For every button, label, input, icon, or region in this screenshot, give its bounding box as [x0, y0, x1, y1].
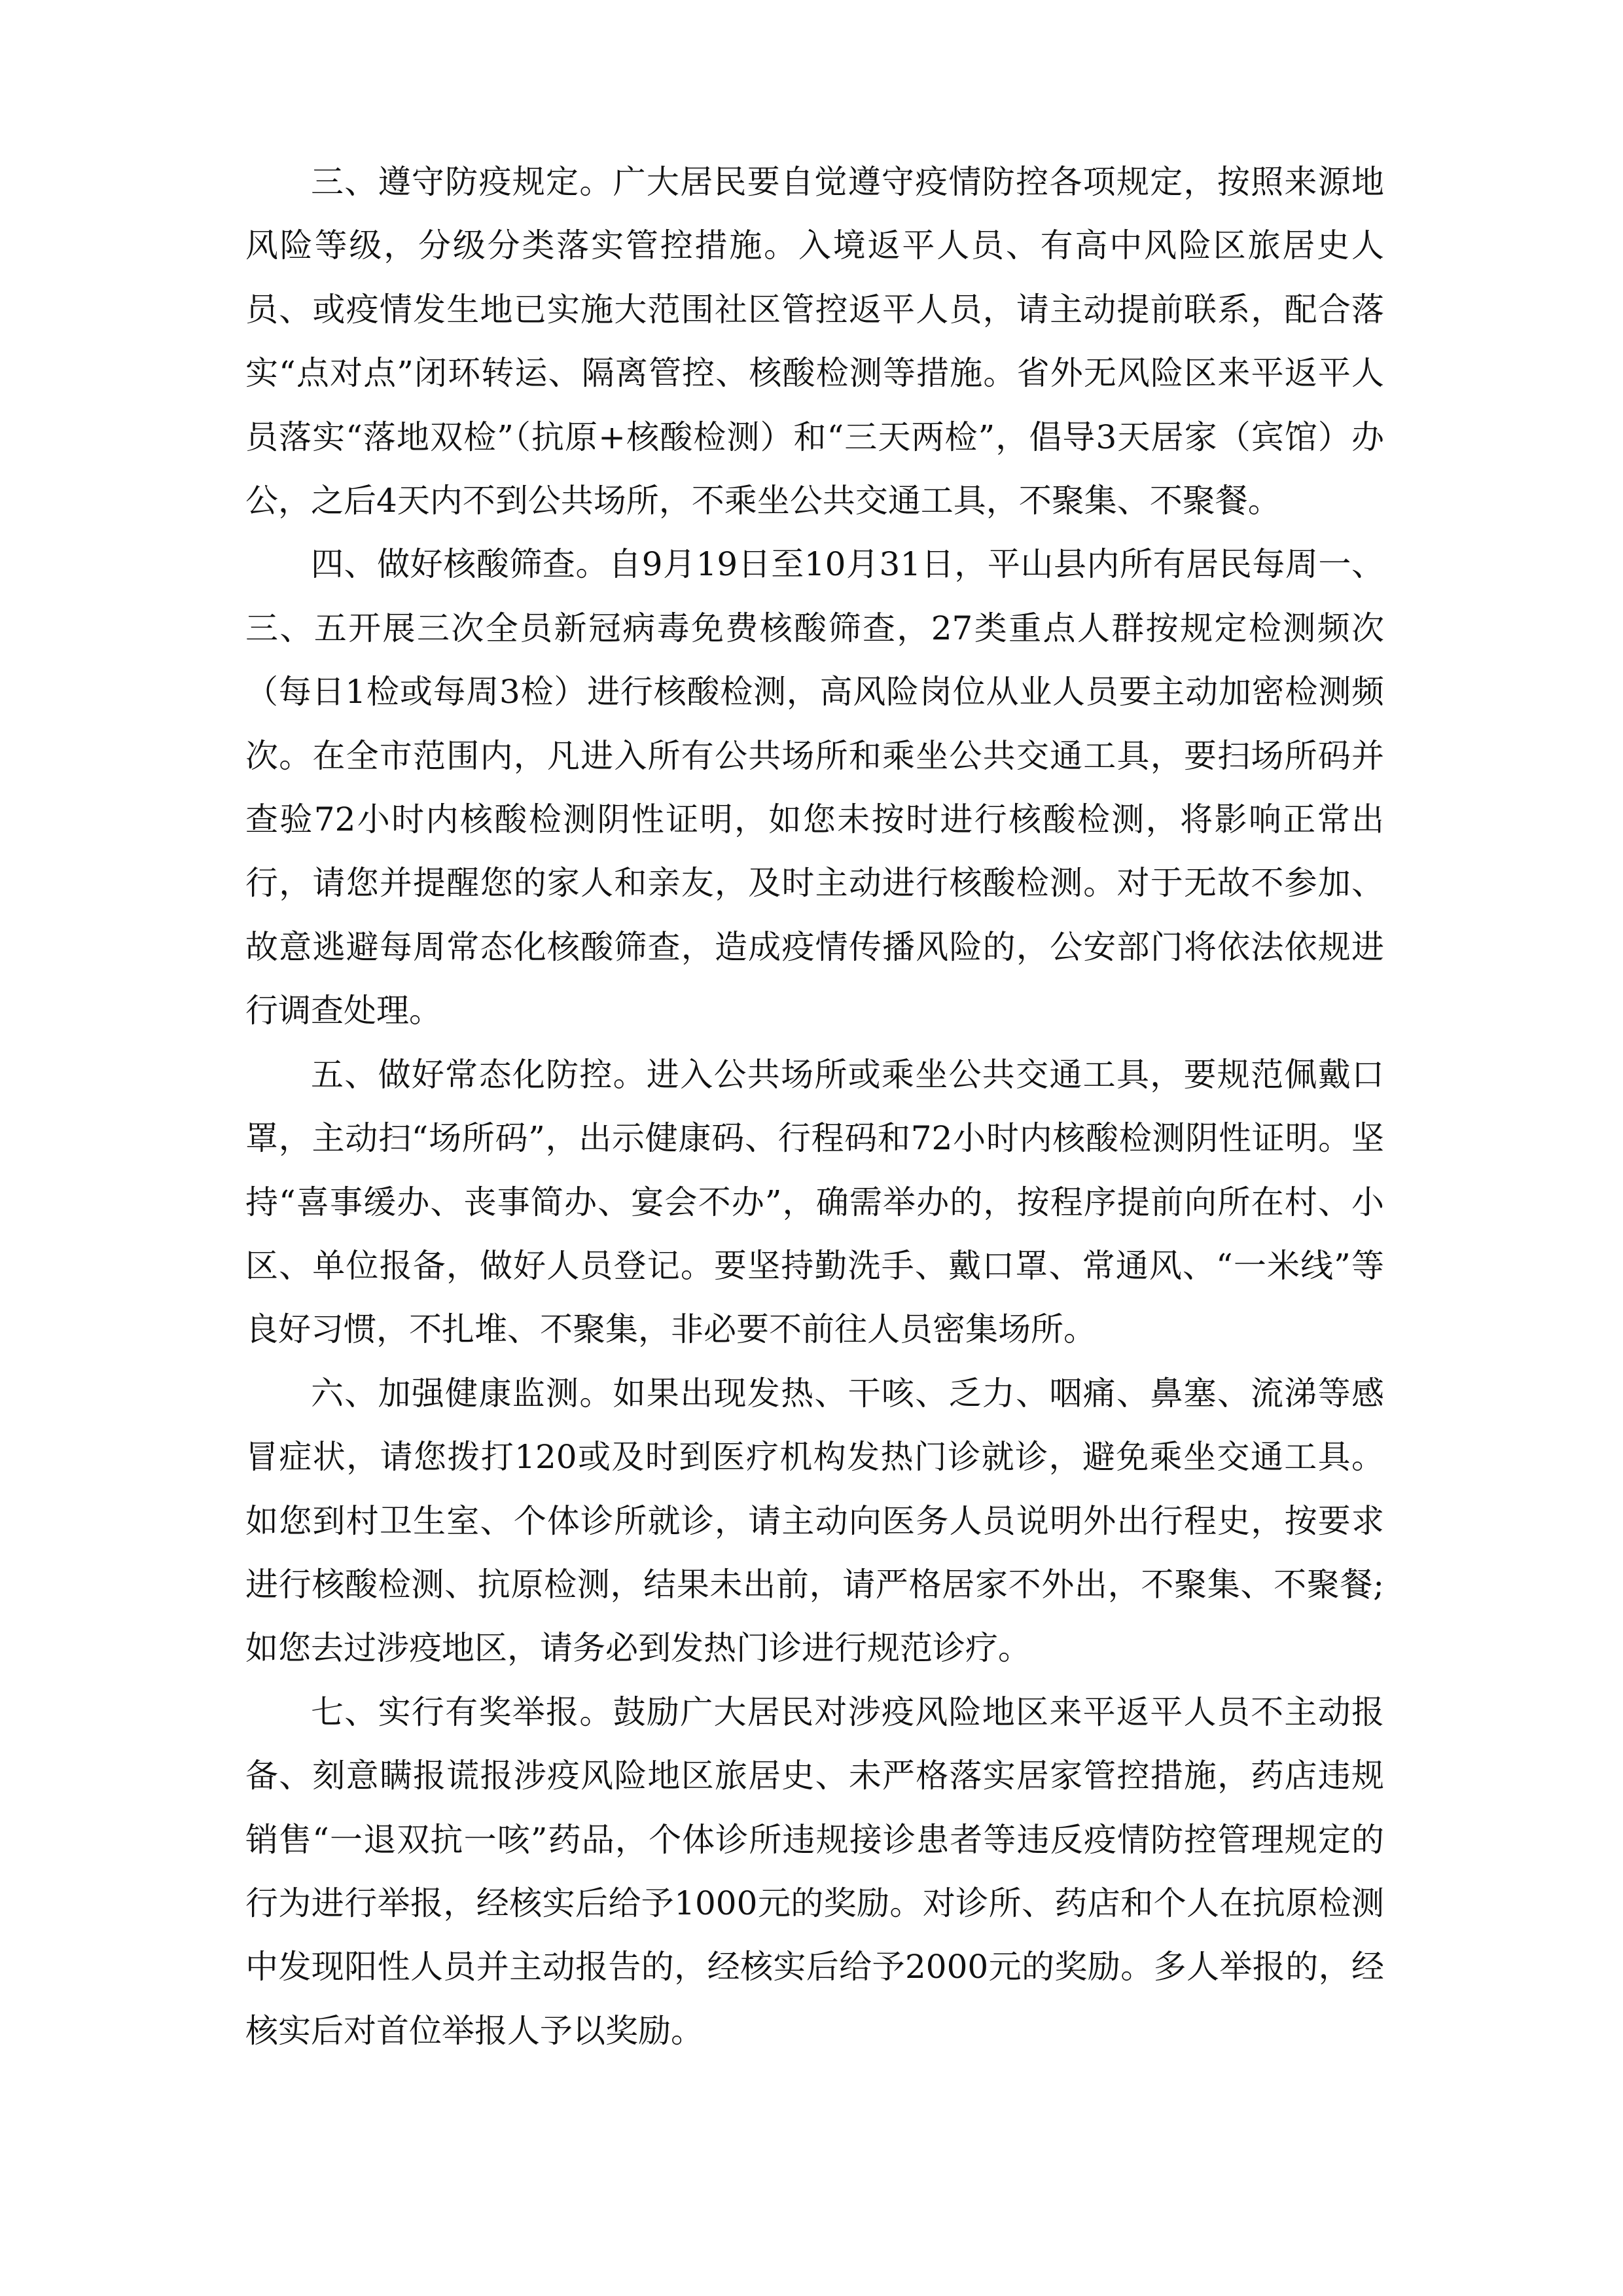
paragraph-5-routine-prevention: 五、做好常态化防控。进入公共场所或乘坐公共交通工具，要规范佩戴口罩，主动扫“场所码”，出示健康码、行程码和72小时内核酸检测阴性证明。坚持“喜事缓办、丧事简办、宴会不办”，确需举办的，按程序提前向所在村、小区、单位报备，做好人员登记。要坚持勤洗手、戴口罩、常通风、“一米线”等良好习惯，不扎堆、不聚集，非必要不前往人员密集场所。	[245, 1055, 1384, 1349]
document-body	[245, 151, 1384, 2063]
paragraph-7-reward-reporting: 七、实行有奖举报。鼓励广大居民对涉疫风险地区来平返平人员不主动报备、刻意瞒报谎报涉疫风险地区旅居史、未严格落实居家管控措施，药店违规销售“一退双抗一咳”药品，个体诊所违规接诊患者等违反疫情防控管理规定的行为进行举报，经核实后给予1000元的奖励。对诊所、药店和个人在抗原检测中发现阳性人员并主动报告的，经核实后给予2000元的奖励。多人举报的，经核实后对首位举报人予以奖励。	[245, 1693, 1384, 2050]
paragraph-3-epidemic-rules: 三、遵守防疫规定。广大居民要自觉遵守疫情防控各项规定，按照来源地风险等级，分级分类落实管控措施。入境返平人员、有高中风险区旅居史人员、或疫情发生地已实施大范围社区管控返平人员，请主动提前联系，配合落实“点对点”闭环转运、隔离管控、核酸检测等措施。省外无风险区来平返平人员落实“落地双检”（抗原+核酸检测）和“三天两检”，倡导3天居家（宾馆）办公，之后4天内不到公共场所，不乘坐公共交通工具，不聚集、不聚餐。	[245, 163, 1384, 520]
paragraph-6-health-monitoring: 六、加强健康监测。如果出现发热、干咳、乏力、咽痛、鼻塞、流涕等感冒症状，请您拨打120或及时到医疗机构发热门诊就诊，避免乘坐交通工具。如您到村卫生室、个体诊所就诊，请主动向医务人员说明外出行程史，按要求进行核酸检测、抗原检测，结果未出前，请严格居家不外出，不聚集、不聚餐;如您去过涉疫地区，请务必到发热门诊进行规范诊疗。	[245, 1374, 1384, 1668]
paragraph-4-nucleic-screening: 四、做好核酸筛查。自9月19日至10月31日，平山县内所有居民每周一、三、五开展三次全员新冠病毒免费核酸筛查，27类重点人群按规定检测频次（每日1检或每周3检）进行核酸检测，高风险岗位从业人员要主动加密检测频次。在全市范围内，凡进入所有公共场所和乘坐公共交通工具，要扫场所码并查验72小时内核酸检测阴性证明，如您未按时进行核酸检测，将影响正常出行，请您并提醒您的家人和亲友，及时主动进行核酸检测。对于无故不参加、故意逃避每周常态化核酸筛查，造成疫情传播风险的，公安部门将依法依规进行调查处理。	[245, 545, 1384, 1030]
